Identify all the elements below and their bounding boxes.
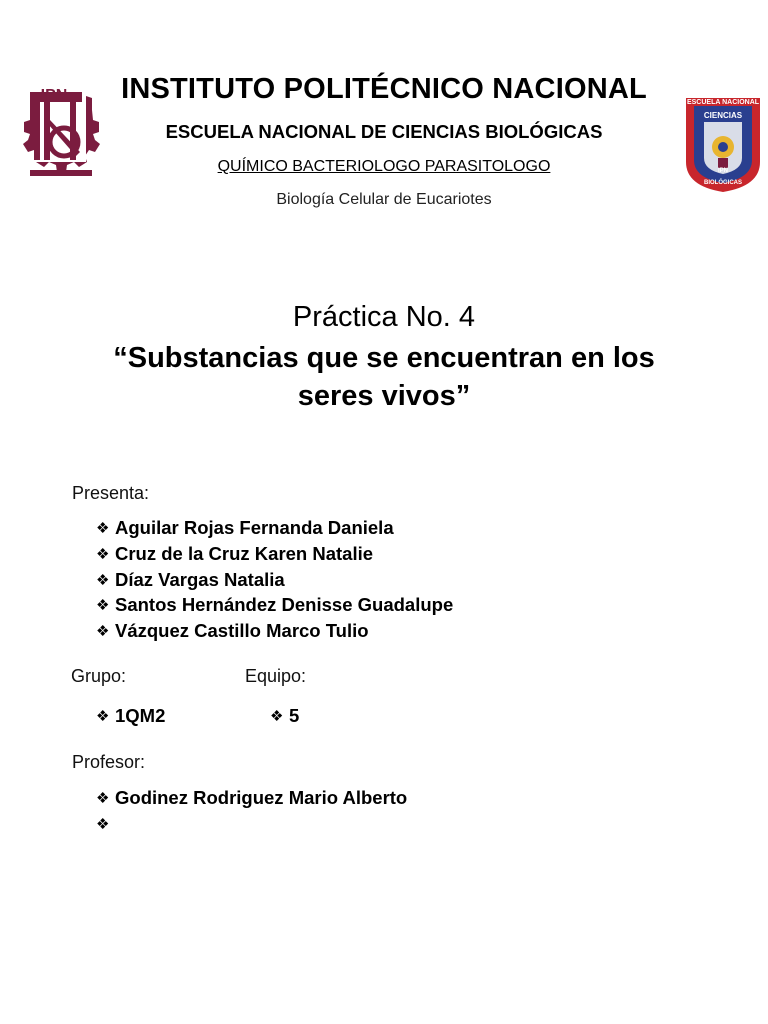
list-item: [96, 592, 453, 618]
student-list: [96, 515, 453, 644]
encb-logo: [680, 92, 766, 196]
school-name: ESCUELA NACIONAL DE CIENCIAS BIOLÓGICAS: [165, 121, 603, 142]
profesor-list: [96, 785, 407, 837]
diamond-bullet-icon: ❖: [96, 790, 110, 807]
list-item: [96, 515, 453, 541]
ipn-logo-text: IPN: [40, 87, 68, 104]
diamond-bullet-icon: ❖: [270, 708, 284, 725]
list-item: [96, 567, 453, 593]
profesor-label: Profesor:: [72, 752, 146, 772]
diamond-bullet-icon: ❖: [96, 597, 110, 615]
equipo-value: 5: [289, 705, 300, 726]
presenta-label: Presenta:: [72, 483, 150, 503]
encb-logo-ipn: IPN: [717, 168, 729, 174]
list-item: [96, 785, 407, 811]
diamond-bullet-icon: ❖: [96, 623, 110, 641]
grupo-list: [96, 703, 165, 729]
diamond-bullet-icon: ❖: [96, 815, 110, 833]
encb-logo-ciencias: CIENCIAS: [703, 111, 743, 120]
profesor-name: Godinez Rodriguez Mario Alberto: [115, 787, 408, 808]
grupo-label: Grupo:: [71, 666, 127, 686]
practice-number: Práctica No. 4: [292, 301, 476, 333]
student-name: Cruz de la Cruz Karen Natalie: [115, 542, 374, 564]
list-item: [96, 541, 453, 567]
practice-title: “Substancias que se encuentran en los seres vivos”: [113, 342, 655, 412]
diamond-bullet-icon: ❖: [96, 520, 110, 537]
career-text: QUÍMICO BACTERIOLOGO PARASITOLOGO: [217, 158, 551, 175]
list-item: [96, 703, 165, 729]
diamond-bullet-icon: ❖: [96, 545, 110, 563]
encb-logo-biologicas: BIOLÓGICAS: [703, 180, 743, 186]
list-item: [96, 811, 407, 837]
student-name: Vázquez Castillo Marco Tulio: [115, 620, 369, 642]
list-item: [270, 703, 299, 729]
diamond-bullet-icon: ❖: [96, 708, 110, 725]
student-name: Díaz Vargas Natalia: [115, 568, 285, 590]
career-name: [0, 158, 768, 176]
student-name: Santos Hernández Denisse Guadalupe: [115, 594, 454, 616]
student-name: Aguilar Rojas Fernanda Daniela: [115, 517, 394, 538]
diamond-bullet-icon: ❖: [96, 571, 110, 589]
subject-name: Biología Celular de Eucariotes: [276, 191, 492, 208]
list-item: [96, 618, 453, 644]
equipo-label: Equipo:: [245, 666, 307, 686]
grupo-value: 1QM2: [115, 705, 166, 726]
institution-name: INSTITUTO POLITÉCNICO NACIONAL: [121, 73, 647, 105]
encb-logo-arc-text: ESCUELA NACIONAL: [686, 99, 760, 106]
equipo-list: [270, 703, 299, 729]
